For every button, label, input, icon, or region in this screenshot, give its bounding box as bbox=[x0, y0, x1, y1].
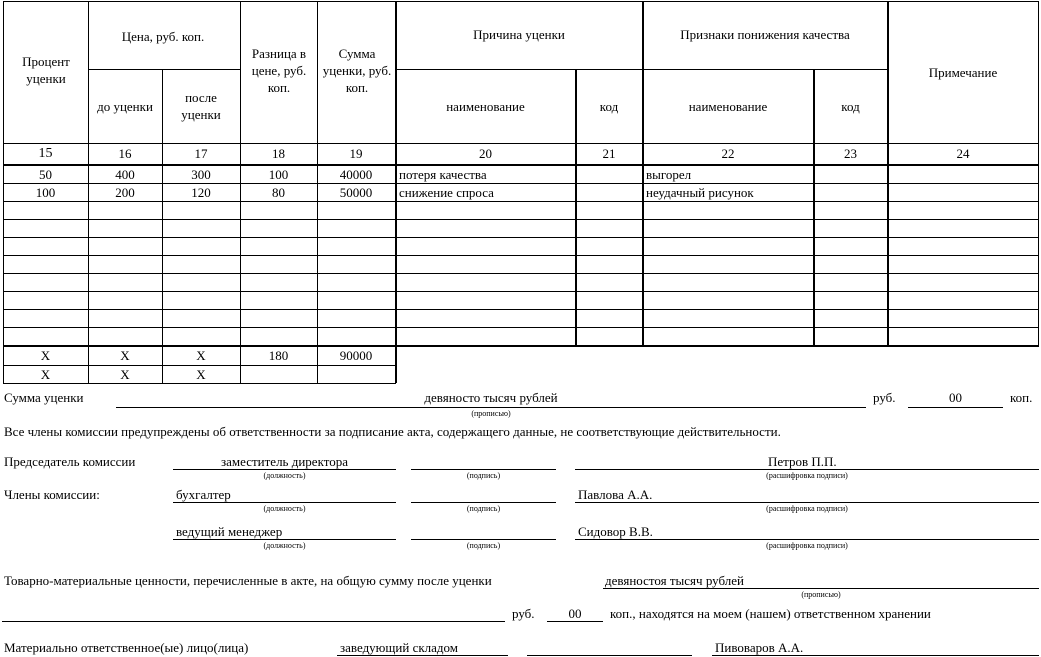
caption-decode: (расшифровка подписи) bbox=[766, 541, 848, 550]
header-quality-code: код bbox=[841, 98, 860, 114]
table-cell: потеря качества bbox=[399, 167, 487, 182]
table-cell: выгорел bbox=[646, 167, 692, 182]
col-number: 18 bbox=[272, 146, 285, 161]
sum-value: девяносто тысяч рублей bbox=[424, 390, 558, 405]
table-cell: снижение спроса bbox=[399, 185, 494, 200]
total-cell: X bbox=[196, 367, 206, 382]
col-number: 16 bbox=[118, 146, 132, 161]
table-cell: 80 bbox=[272, 185, 285, 200]
chairman-label: Председатель комиссии bbox=[4, 454, 136, 469]
total-cell: X bbox=[40, 348, 51, 363]
goods-rub-label: руб. bbox=[512, 606, 535, 621]
col-number: 19 bbox=[349, 146, 363, 161]
header-diff: Разница в цене, руб. коп. bbox=[251, 45, 307, 95]
col-number: 22 bbox=[721, 146, 735, 161]
member1-name: Павлова А.А. bbox=[578, 487, 653, 502]
sum-kop-label: коп. bbox=[1010, 390, 1033, 405]
member1-position: бухгалтер bbox=[176, 487, 231, 502]
caption-decode: (расшифровка подписи) bbox=[766, 471, 848, 480]
chairman-name: Петров П.П. bbox=[768, 454, 837, 469]
table-cell: 100 bbox=[268, 167, 289, 182]
caption-signature: (подпись) bbox=[466, 541, 501, 550]
chairman-position: заместитель директора bbox=[220, 454, 349, 469]
member2-name: Сидовор В.В. bbox=[578, 524, 653, 539]
table-cell: 100 bbox=[35, 185, 56, 200]
table-cell: 50000 bbox=[339, 185, 373, 200]
header-after: после уценки bbox=[181, 90, 221, 122]
caption-position: (должность) bbox=[263, 504, 306, 513]
total-cell: 90000 bbox=[339, 348, 373, 363]
responsible-name: Пивоваров А.А. bbox=[715, 640, 804, 655]
caption-decode: (расшифровка подписи) bbox=[766, 504, 848, 513]
header-quality-group: Признаки понижения качества bbox=[680, 26, 850, 42]
caption-signature: (подпись) bbox=[466, 504, 501, 513]
sum-caption: (прописью) bbox=[471, 409, 511, 418]
col-number: 15 bbox=[38, 146, 53, 161]
responsible-position: заведующий складом bbox=[340, 640, 459, 655]
table-cell: 200 bbox=[115, 185, 135, 200]
member2-position: ведущий менеджер bbox=[176, 524, 283, 539]
table-cell: 40000 bbox=[339, 167, 373, 182]
caption-signature: (подпись) bbox=[466, 471, 501, 480]
sum-rub-label: руб. bbox=[873, 390, 896, 405]
sum-label: Сумма уценки bbox=[4, 390, 84, 405]
table-cell: 400 bbox=[115, 167, 135, 182]
table-cell: неудачный рисунок bbox=[646, 185, 754, 200]
goods-value: девяностоя тысяч рублей bbox=[605, 573, 744, 588]
col-number: 23 bbox=[844, 146, 857, 161]
header-percent: Процент уценки bbox=[22, 54, 70, 86]
goods-tail: коп., находятся на моем (нашем) ответственном хранении bbox=[610, 606, 931, 621]
header-reason-group: Причина уценки bbox=[473, 26, 565, 42]
col-number: 24 bbox=[956, 146, 970, 161]
table-cell: 50 bbox=[39, 167, 52, 182]
header-price-group: Цена, руб. коп. bbox=[121, 28, 205, 44]
total-cell: X bbox=[40, 367, 51, 382]
col-number: 17 bbox=[194, 146, 208, 161]
sum-kop-value: 00 bbox=[949, 390, 962, 405]
header-reason-code: код bbox=[599, 98, 619, 114]
caption-position: (должность) bbox=[263, 541, 306, 550]
table-cell: 120 bbox=[191, 185, 211, 200]
header-quality-name: наименование bbox=[688, 98, 768, 114]
header-sum: Сумма уценки, руб. коп. bbox=[322, 45, 392, 95]
table-cell: 300 bbox=[191, 167, 211, 182]
header-reason-name: наименование bbox=[446, 98, 525, 114]
total-cell: 180 bbox=[268, 348, 289, 363]
goods-kop-value: 00 bbox=[568, 606, 582, 621]
total-cell: X bbox=[120, 367, 130, 382]
responsible-label: Материально ответственное(ые) лицо(лица) bbox=[4, 640, 249, 655]
col-number: 21 bbox=[602, 146, 616, 161]
caption-position: (должность) bbox=[263, 471, 306, 480]
goods-caption: (прописью) bbox=[801, 590, 841, 599]
total-cell: X bbox=[196, 348, 206, 363]
goods-text: Товарно-материальные ценности, перечисленные в акте, на общую сумму после уценки bbox=[4, 573, 492, 588]
warning-text: Все члены комиссии предупреждены об ответственности за подписание акта, содержащего данные, не соответствующие действительности. bbox=[4, 424, 781, 439]
col-number: 20 bbox=[479, 146, 492, 161]
header-note: Примечание bbox=[928, 64, 998, 80]
members-label: Члены комиссии: bbox=[4, 487, 100, 502]
total-cell: X bbox=[120, 348, 130, 363]
header-before: до уценки bbox=[97, 98, 153, 114]
